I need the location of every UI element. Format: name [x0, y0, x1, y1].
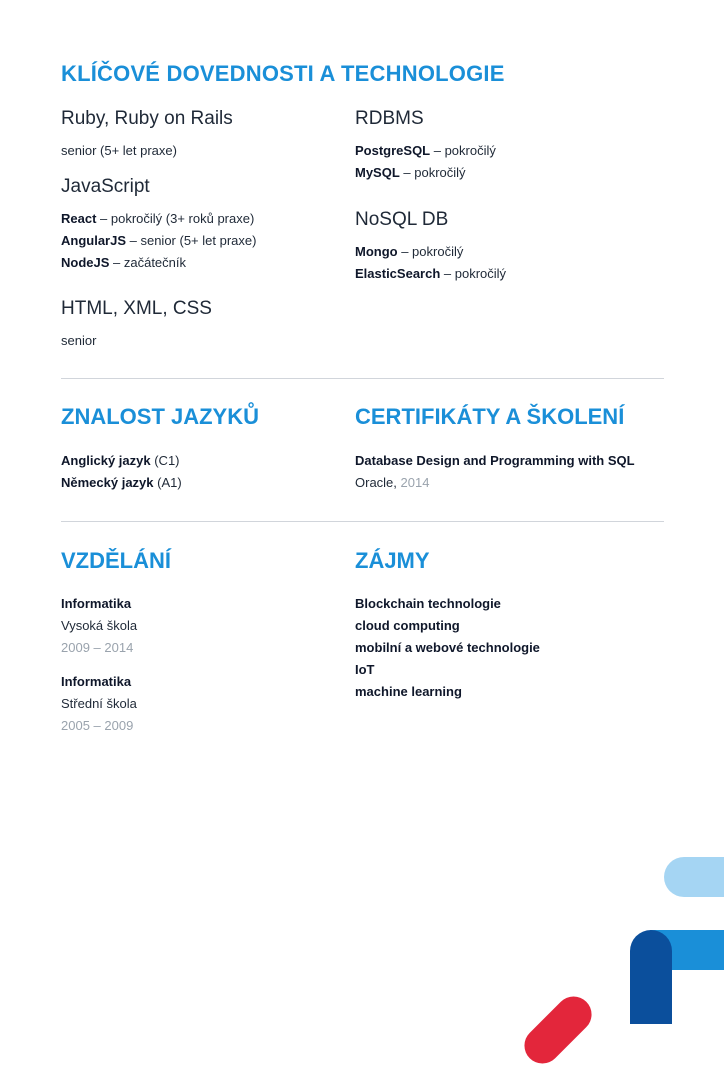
education-item — [61, 671, 341, 737]
languages-heading: ZNALOST JAZYKŮ — [61, 404, 259, 429]
skill-item: React – pokročilý (3+ roků praxe) — [61, 211, 255, 226]
skill-group-title: Ruby, Ruby on Rails — [61, 108, 233, 129]
education-school: Střední škola — [61, 696, 137, 711]
skill-item: ElasticSearch – pokročilý — [355, 266, 507, 281]
certificates-list — [355, 450, 675, 494]
decor-red-stripe — [517, 989, 599, 1071]
language-item: Německý jazyk (A1) — [61, 475, 182, 490]
skill-group-title: HTML, XML, CSS — [61, 298, 212, 319]
interests-heading: ZÁJMY — [355, 548, 430, 573]
interest-item: cloud computing — [355, 618, 460, 633]
interest-item: mobilní a webové technologie — [355, 640, 540, 655]
interest-item: Blockchain technologie — [355, 596, 501, 611]
language-item: Anglický jazyk (C1) — [61, 453, 180, 468]
education-years: 2009 – 2014 — [61, 640, 134, 655]
skill-item: Mongo – pokročilý — [355, 244, 464, 259]
skill-group-title: NoSQL DB — [355, 209, 449, 230]
skill-group — [355, 209, 655, 285]
education-field: Informatika — [61, 596, 132, 611]
skill-group — [355, 108, 655, 184]
skill-group-title: JavaScript — [61, 176, 150, 197]
education-item — [61, 593, 341, 659]
skills-left-column — [61, 108, 341, 352]
certificate-issuer: Oracle, 2014 — [355, 475, 430, 490]
skill-group — [61, 108, 341, 162]
skill-level: senior — [61, 333, 97, 348]
section-divider — [61, 378, 664, 379]
education-school: Vysoká škola — [61, 618, 138, 633]
interest-item: IoT — [355, 662, 375, 677]
languages-list — [61, 450, 341, 494]
certificates-heading: CERTIFIKÁTY A ŠKOLENÍ — [355, 404, 625, 429]
education-list — [61, 593, 341, 737]
education-field: Informatika — [61, 674, 132, 689]
education-years: 2005 – 2009 — [61, 718, 134, 733]
decor-light-blue-pill — [664, 857, 724, 897]
certificate-year: 2014 — [396, 475, 430, 490]
skill-level: senior (5+ let praxe) — [61, 143, 177, 158]
skill-item: PostgreSQL – pokročilý — [355, 143, 496, 158]
skill-item: NodeJS – začátečník — [61, 255, 187, 270]
education-heading: VZDĚLÁNÍ — [61, 548, 171, 573]
skill-item: MySQL – pokročilý — [355, 165, 466, 180]
skill-group — [61, 176, 341, 274]
skill-group — [61, 298, 341, 352]
skills-heading: KLÍČOVÉ DOVEDNOSTI A TECHNOLOGIE — [61, 61, 505, 86]
skill-group-title: RDBMS — [355, 108, 424, 129]
skill-item: AngularJS – senior (5+ let praxe) — [61, 233, 257, 248]
section-divider — [61, 521, 664, 522]
interest-item: machine learning — [355, 684, 462, 699]
skills-right-column — [355, 108, 655, 285]
decor-dark-blue-bar — [630, 930, 672, 1024]
interests-list — [355, 593, 675, 703]
certificate-name: Database Design and Programming with SQL — [355, 453, 635, 468]
